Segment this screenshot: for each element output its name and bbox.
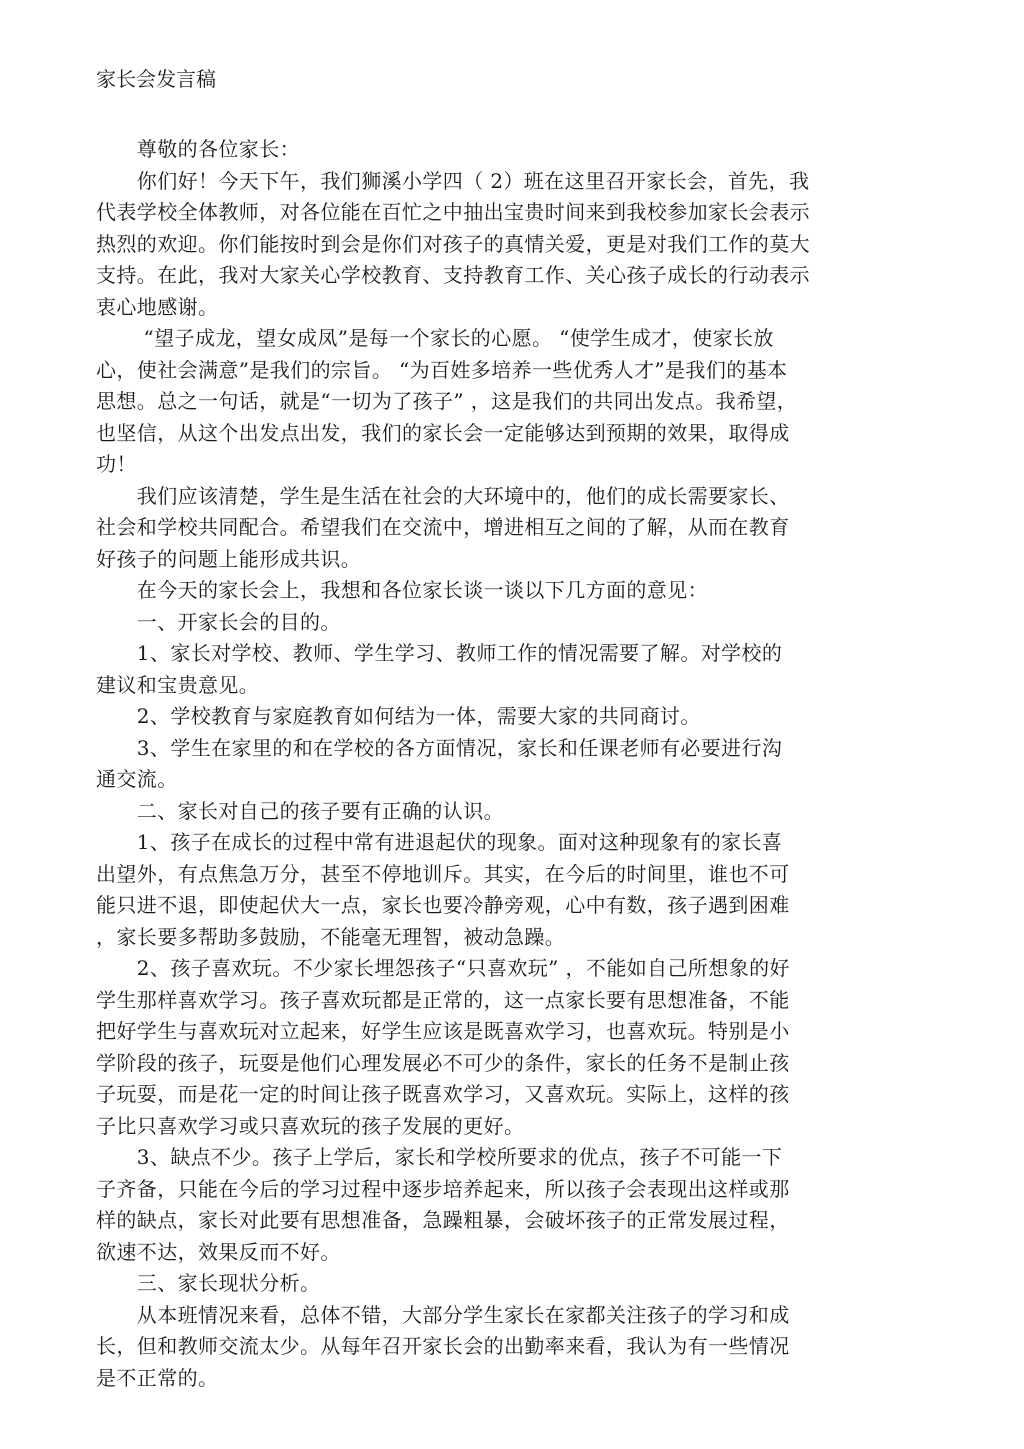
text-line: 欲速不达，效果反而不好。 xyxy=(96,1239,341,1264)
text-line: 尊敬的各位家长： xyxy=(96,137,300,161)
text-line: 样的缺点，家长对此要有思想准备，急躁粗暴，会破坏孩子的正常发展过程， xyxy=(96,1208,790,1232)
text-line: 一、开家长会的目的。 xyxy=(96,609,341,634)
text-line: 通交流。 xyxy=(96,767,178,791)
text-line: 我们应该清楚，学生是生活在社会的大环境中的，他们的成长需要家长、 xyxy=(96,483,790,508)
text-line: 把好学生与喜欢玩对立起来，好学生应该是既喜欢学习，也喜欢玩。特别是小 xyxy=(96,1019,790,1043)
text-line: 1、家长对学校、教师、学生学习、教师工作的情况需要了解。对学校的 xyxy=(96,641,783,665)
text-line: 社会和学校共同配合。希望我们在交流中，增进相互之间的了解，从而在教育 xyxy=(96,515,790,539)
text-line: 思想。总之一句话，就是“一切为了孩子” ，这是我们的共同出发点。我希望， xyxy=(96,389,798,413)
text-line: 学生那样喜欢学习。孩子喜欢玩都是正常的，这一点家长要有思想准备，不能 xyxy=(96,987,790,1012)
text-line: 子比只喜欢学习或只喜欢玩的孩子发展的更好。 xyxy=(96,1113,525,1138)
text-line: 在今天的家长会上，我想和各位家长谈一谈以下几方面的意见： xyxy=(96,578,708,602)
text-line: 出望外，有点焦急万分，甚至不停地训斥。其实，在今后的时间里，谁也不可 xyxy=(96,861,790,886)
text-line: “望子成龙，望女成凤”是每一个家长的心愿。 “使学生成才，使家长放 xyxy=(96,326,774,350)
text-line: 2、孩子喜欢玩。不少家长埋怨孩子“只喜欢玩” ，不能如自己所想象的好 xyxy=(96,956,790,980)
text-line: 代表学校全体教师，对各位能在百忙之中抽出宝贵时间来到我校参加家长会表示 xyxy=(96,200,810,224)
text-line: 衷心地感谢。 xyxy=(96,294,219,319)
text-line: ，家长要多帮助多鼓励，不能毫无理智，被动急躁。 xyxy=(96,924,566,949)
text-line: 好孩子的问题上能形成共识。 xyxy=(96,546,362,571)
text-line: 你们好！今天下午，我们狮溪小学四（ 2）班在这里召开家长会，首先，我 xyxy=(96,168,810,193)
text-line: 也坚信，从这个出发点出发，我们的家长会一定能够达到预期的效果，取得成 xyxy=(96,420,790,445)
text-line: 三、家长现状分析。 xyxy=(96,1271,321,1295)
text-line: 二、家长对自己的孩子要有正确的认识。 xyxy=(96,798,504,823)
text-line: 从本班情况来看，总体不错，大部分学生家长在家都关注孩子的学习和成 xyxy=(96,1302,790,1327)
text-line: 支持。在此，我对大家关心学校教育、支持教育工作、关心孩子成长的行动表示 xyxy=(96,263,810,287)
text-line: 功！ xyxy=(96,452,137,476)
text-line: 子齐备，只能在今后的学习过程中逐步培养起来，所以孩子会表现出这样或那 xyxy=(96,1176,790,1201)
text-line: 3、学生在家里的和在学校的各方面情况，家长和任课老师有必要进行沟 xyxy=(96,735,783,760)
text-line: 能只进不退，即使起伏大一点，家长也要冷静旁观，心中有数，孩子遇到困难 xyxy=(96,893,790,917)
text-line: 心，使社会满意”是我们的宗旨。 “为百姓多培养一些优秀人才”是我们的基本 xyxy=(96,357,788,382)
text-line: 2、学校教育与家庭教育如何结为一体，需要大家的共同商讨。 xyxy=(96,704,701,728)
text-line: 3、缺点不少。孩子上学后，家长和学校所要求的优点，孩子不可能一下 xyxy=(96,1145,783,1169)
document-title: 家长会发言稿 xyxy=(96,67,216,91)
document-body xyxy=(96,134,926,1394)
text-line: 是不正常的。 xyxy=(96,1365,219,1390)
text-line: 热烈的欢迎。你们能按时到会是你们对孩子的真情关爱，更是对我们工作的莫大 xyxy=(96,231,810,256)
text-line: 学阶段的孩子，玩耍是他们心理发展必不可少的条件，家长的任务不是制止孩 xyxy=(96,1050,790,1075)
text-line: 子玩耍，而是花一定的时间让孩子既喜欢学习，又喜欢玩。实际上，这样的孩 xyxy=(96,1082,790,1106)
text-line: 建议和宝贵意见。 xyxy=(96,672,260,697)
text-line: 1、孩子在成长的过程中常有进退起伏的现象。面对这种现象有的家长喜 xyxy=(96,830,783,854)
text-line: 长，但和教师交流太少。从每年召开家长会的出勤率来看，我认为有一些情况 xyxy=(96,1334,790,1358)
